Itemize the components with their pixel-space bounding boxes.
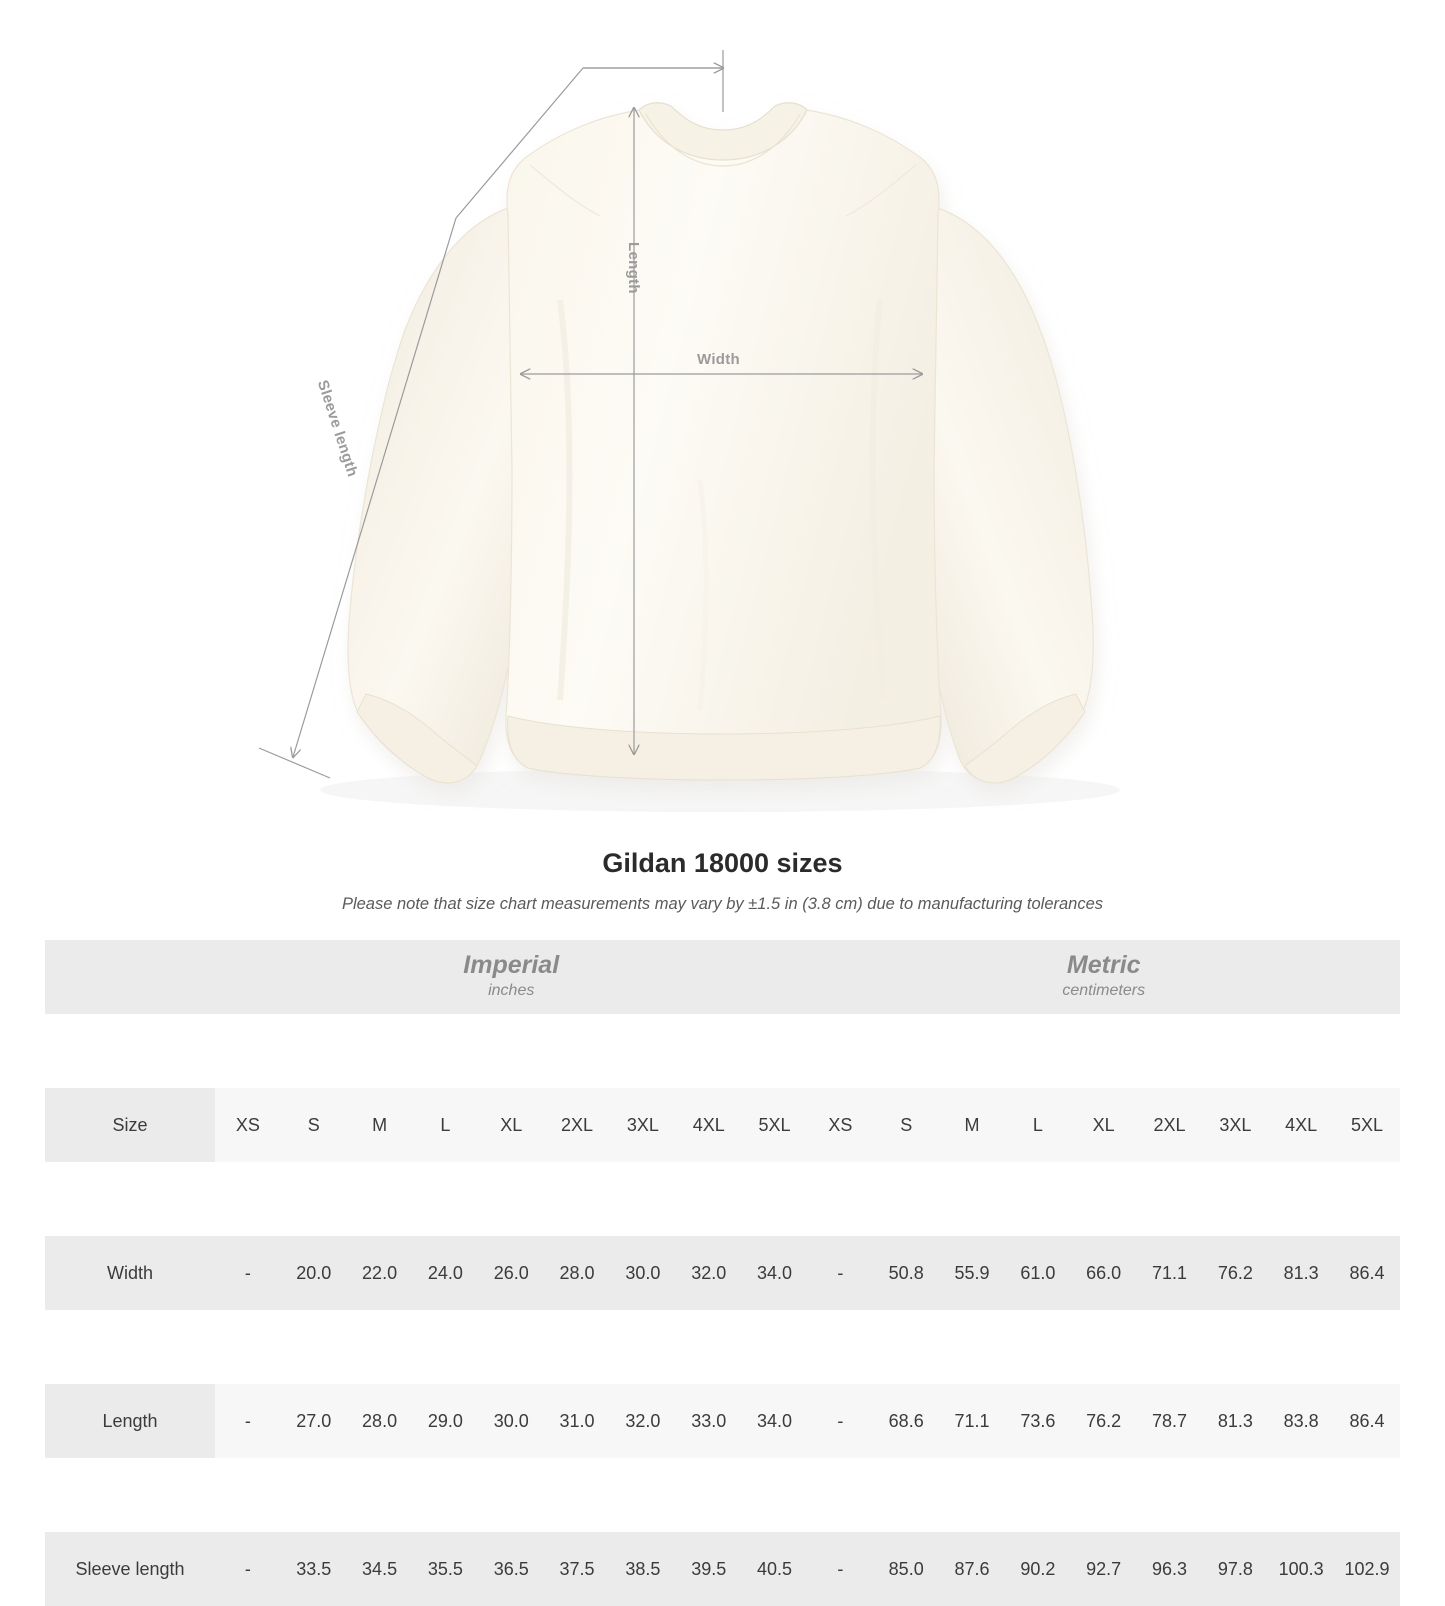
row-separator (45, 1014, 1400, 1088)
cell-sleeve-metric-s: 85.0 (873, 1532, 939, 1606)
cell-length-metric-5xl: 86.4 (1334, 1384, 1400, 1458)
header-metric-l: L (1005, 1088, 1071, 1162)
row-label-sleeve-length: Sleeve length (45, 1532, 215, 1606)
cell-sleeve-imperial-s: 33.5 (281, 1532, 347, 1606)
cell-sleeve-imperial-xs: - (215, 1532, 281, 1606)
row-separator (45, 1310, 1400, 1384)
header-metric-xs: XS (807, 1088, 873, 1162)
cell-sleeve-metric-5xl: 102.9 (1334, 1532, 1400, 1606)
cell-width-metric-3xl: 76.2 (1202, 1236, 1268, 1310)
page-title: Gildan 18000 sizes (602, 848, 843, 878)
cell-length-metric-xl: 76.2 (1071, 1384, 1137, 1458)
cell-sleeve-metric-4xl: 100.3 (1268, 1532, 1334, 1606)
cell-length-imperial-2xl: 31.0 (544, 1384, 610, 1458)
header-imperial-2xl: 2XL (544, 1088, 610, 1162)
header-metric-xl: XL (1071, 1088, 1137, 1162)
cell-width-metric-s: 50.8 (873, 1236, 939, 1310)
cell-sleeve-imperial-4xl: 39.5 (676, 1532, 742, 1606)
header-metric-2xl: 2XL (1137, 1088, 1203, 1162)
cell-width-imperial-m: 22.0 (347, 1236, 413, 1310)
cell-width-imperial-xl: 26.0 (478, 1236, 544, 1310)
cell-width-imperial-xs: - (215, 1236, 281, 1310)
width-dimension-label: Width (697, 351, 741, 368)
header-metric-4xl: 4XL (1268, 1088, 1334, 1162)
header-imperial-s: S (281, 1088, 347, 1162)
cell-length-metric-s: 68.6 (873, 1384, 939, 1458)
cell-sleeve-metric-xs: - (807, 1532, 873, 1606)
cell-sleeve-metric-2xl: 96.3 (1137, 1532, 1203, 1606)
row-separator (45, 1162, 1400, 1236)
header-imperial-xl: XL (478, 1088, 544, 1162)
cell-width-metric-l: 61.0 (1005, 1236, 1071, 1310)
length-dimension-label: Length (625, 242, 642, 294)
cell-length-imperial-3xl: 32.0 (610, 1384, 676, 1458)
cell-length-imperial-5xl: 34.0 (742, 1384, 808, 1458)
cell-width-imperial-s: 20.0 (281, 1236, 347, 1310)
metric-unit-name: Metric (1066, 950, 1141, 979)
cell-sleeve-imperial-m: 34.5 (347, 1532, 413, 1606)
cell-sleeve-imperial-3xl: 38.5 (610, 1532, 676, 1606)
cell-width-imperial-2xl: 28.0 (544, 1236, 610, 1310)
table-row (45, 1384, 1400, 1458)
header-imperial-xs: XS (215, 1088, 281, 1162)
cell-sleeve-imperial-l: 35.5 (412, 1532, 478, 1606)
cell-sleeve-imperial-5xl: 40.5 (742, 1532, 808, 1606)
cell-length-metric-3xl: 81.3 (1202, 1384, 1268, 1458)
cell-width-metric-xl: 66.0 (1071, 1236, 1137, 1310)
cell-length-metric-xs: - (807, 1384, 873, 1458)
cell-width-metric-2xl: 71.1 (1137, 1236, 1203, 1310)
size-row-header: Size (45, 1088, 215, 1162)
cell-sleeve-imperial-xl: 36.5 (478, 1532, 544, 1606)
header-imperial-5xl: 5XL (742, 1088, 808, 1162)
imperial-unit-header (215, 940, 807, 1014)
header-metric-m: M (939, 1088, 1005, 1162)
unit-header-row (45, 940, 1400, 1014)
tolerance-note: Please note that size chart measurements may vary by ±1.5 in (3.8 cm) due to manufacturing tolerances (341, 895, 1104, 913)
unit-row-spacer (45, 940, 215, 1014)
cell-length-imperial-xs: - (215, 1384, 281, 1458)
row-label-length: Length (45, 1384, 215, 1458)
cell-length-imperial-4xl: 33.0 (676, 1384, 742, 1458)
title-block (0, 848, 1445, 914)
table-row (45, 1236, 1400, 1310)
cell-length-imperial-s: 27.0 (281, 1384, 347, 1458)
cell-length-imperial-l: 29.0 (412, 1384, 478, 1458)
header-metric-s: S (873, 1088, 939, 1162)
imperial-unit-name: Imperial (463, 950, 560, 979)
cell-sleeve-imperial-2xl: 37.5 (544, 1532, 610, 1606)
header-imperial-l: L (412, 1088, 478, 1162)
cell-length-imperial-m: 28.0 (347, 1384, 413, 1458)
size-chart-table (45, 940, 1400, 1606)
cell-width-imperial-4xl: 32.0 (676, 1236, 742, 1310)
cell-width-imperial-5xl: 34.0 (742, 1236, 808, 1310)
header-imperial-4xl: 4XL (676, 1088, 742, 1162)
cell-width-metric-xs: - (807, 1236, 873, 1310)
cell-width-metric-5xl: 86.4 (1334, 1236, 1400, 1310)
cell-width-imperial-l: 24.0 (412, 1236, 478, 1310)
cell-length-metric-l: 73.6 (1005, 1384, 1071, 1458)
table-row (45, 1532, 1400, 1606)
cell-sleeve-metric-m: 87.6 (939, 1532, 1005, 1606)
imperial-unit-sub: inches (488, 982, 535, 1000)
size-header-row (45, 1088, 1400, 1162)
metric-unit-sub: centimeters (1062, 982, 1146, 1000)
cell-sleeve-metric-xl: 92.7 (1071, 1532, 1137, 1606)
cell-sleeve-metric-3xl: 97.8 (1202, 1532, 1268, 1606)
cell-length-metric-4xl: 83.8 (1268, 1384, 1334, 1458)
cell-length-metric-2xl: 78.7 (1137, 1384, 1203, 1458)
sleeve-length-dimension-label: Sleeve length (313, 378, 362, 479)
header-imperial-m: M (347, 1088, 413, 1162)
header-metric-3xl: 3XL (1202, 1088, 1268, 1162)
size-table-wrapper (0, 940, 1445, 1606)
cell-length-imperial-xl: 30.0 (478, 1384, 544, 1458)
row-label-width: Width (45, 1236, 215, 1310)
cell-width-metric-4xl: 81.3 (1268, 1236, 1334, 1310)
cell-length-metric-m: 71.1 (939, 1384, 1005, 1458)
header-metric-5xl: 5XL (1334, 1088, 1400, 1162)
header-imperial-3xl: 3XL (610, 1088, 676, 1162)
row-separator (45, 1458, 1400, 1532)
metric-unit-header (807, 940, 1400, 1014)
cell-sleeve-metric-l: 90.2 (1005, 1532, 1071, 1606)
cell-width-metric-m: 55.9 (939, 1236, 1005, 1310)
cell-width-imperial-3xl: 30.0 (610, 1236, 676, 1310)
